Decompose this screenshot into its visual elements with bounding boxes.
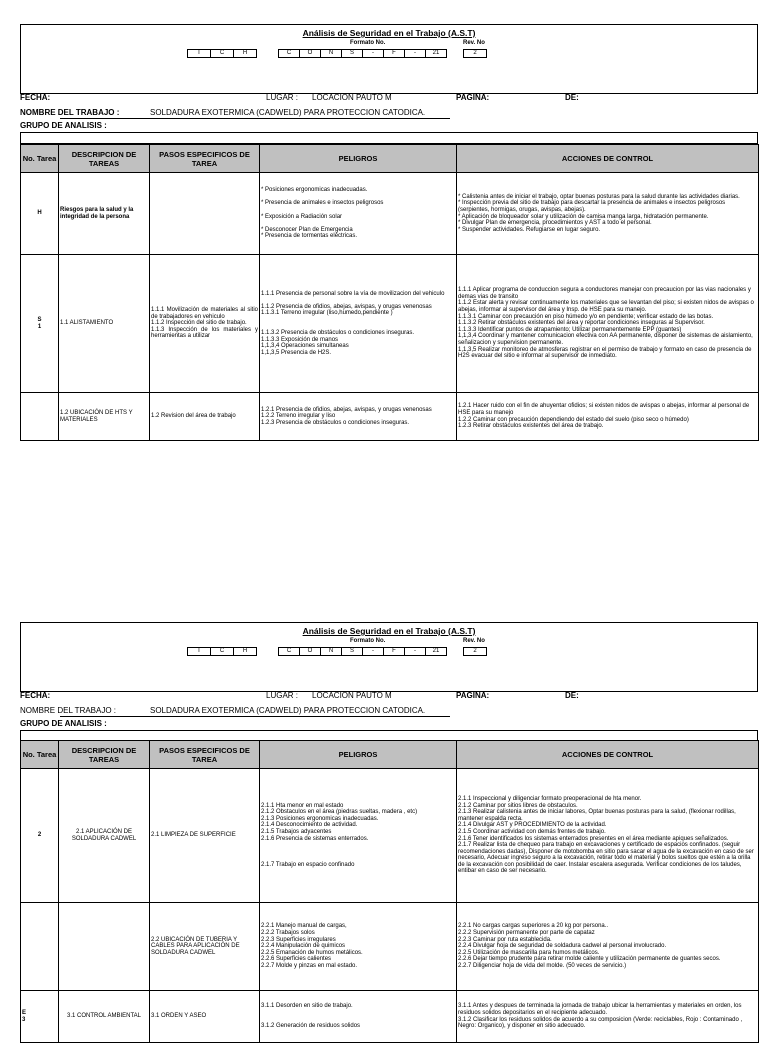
- cell-peligros: * Posiciones ergonomicas inadecuadas. * Presencia de animales e insectos peligrosos * Exposición a Radiación solar * Desconocer Plan de Emergencia * Presencia de tormentas eléctricas.: [260, 173, 457, 255]
- cell-descripcion: 3.1 CONTROL AMBIENTAL: [59, 991, 150, 1043]
- cell-pasos: 2.1 LIMPIEZA DE SUPERFICIE: [150, 769, 260, 903]
- code-main-cell: -: [405, 648, 426, 655]
- code-main-cell: F: [384, 648, 405, 655]
- code-prefix-cell: C: [211, 50, 234, 57]
- ast-table-page-2: [20, 740, 759, 1043]
- code-prefix-cell: H: [242, 648, 248, 654]
- table-row: [21, 255, 759, 393]
- cell-descripcion: 1.1 ALISTAMIENTO: [59, 255, 150, 393]
- cell-no-tarea: S 1: [21, 255, 59, 393]
- code-main-cell: F: [384, 50, 405, 57]
- form-title: Análisis de Seguridad en el Trabajo (A.S.T): [302, 626, 476, 636]
- table-row: [21, 769, 759, 903]
- rev-value: 2: [473, 50, 477, 56]
- code-main-cell: -: [405, 50, 426, 57]
- header-no-tarea: No. Tarea: [21, 741, 59, 769]
- code-main-cell: O: [300, 648, 321, 655]
- ast-table-page-1: [20, 144, 759, 441]
- rev-box: [463, 647, 487, 656]
- code-prefix-cell: C: [211, 648, 234, 655]
- code-main-cell: -: [363, 50, 384, 57]
- code-main-cell: S: [342, 648, 363, 655]
- form-title: Análisis de Seguridad en el Trabajo (A.S.T): [302, 28, 476, 38]
- de-label: DE:: [565, 93, 579, 102]
- code-main-cell: C: [279, 648, 300, 655]
- header-peligros: PELIGROS: [260, 741, 457, 769]
- pagina-label: PAGINA:: [456, 691, 490, 700]
- header-peligros: PELIGROS: [260, 145, 457, 173]
- cell-no-tarea: 2: [21, 769, 59, 903]
- cell-no-tarea: [21, 903, 59, 991]
- header-descripcion: DESCRIPCION DE TAREAS: [59, 741, 150, 769]
- cell-pasos: 3.1 ORDEN Y ASEO: [150, 991, 260, 1043]
- cell-acciones: 2.2.1 No cargas cargas superiores a 20 kg por persona.. 2.2.2 Supervisión permanente por parte de capataz 2.2.3 Caminar por ruta establecida. 2.2.4 Divulgar hoja de seguridad de soldadura cadwel al personal involucrado. 2.2.5 Utilización de mascarilla para humos metálicos. 2.2.6 Dejar tiempo prudente para retirar molde caliente y utilización permanente de guantes secos. 2.2.7 Diligenciar hoja de vida del molde. (50 veces de servicio.): [457, 903, 759, 991]
- code-prefix-cell: H: [242, 50, 248, 56]
- cell-pasos: 1.1.1 Movilización de materiales al sitio de trabajadores en vehiculo 1.1.2 Inspección del sitio de trabajo. 1.1.3 Inspección de los materiales y herramientas a utilizar: [150, 255, 260, 393]
- cell-pasos: 2.2 UBICACIÓN DE TUBERIA Y CABLES PARA APLICACIÓN DE SOLDADURA CADWEL: [150, 903, 260, 991]
- cell-peligros: 1.1.1 Presencia de personal sobre la vía de movilizacion del vehiculo 1.1.2 Presencia de ofidios, abejas, avispas, y orugas venenosas 1.1.3.1 Terreno irregular (liso,humedo,pendiente ) 1.1.3.2 Presencia de obstáculos o condiciones inseguras. 1.1.3.3 Exposición de manos 1,1,3,4 Operaciones simultaneas 1,1,3,5 Presencia de H2S.: [260, 255, 457, 393]
- rev-value: 2: [473, 648, 477, 654]
- lugar-value: LOCACION PAUTO M: [312, 93, 392, 102]
- grupo-analisis-label: GRUPO DE ANALISIS :: [20, 121, 107, 130]
- fecha-label: FECHA:: [20, 691, 51, 700]
- cell-peligros: 2.2.1 Manejo manual de cargas, 2.2.2 Trabajos solos 2.2.3 Superficies irregulares 2.2.4 Manipulación de quimicos 2.2.5 Emanación de humos metálicos. 2.2.6 Superficies calientes 2.2.7 Molde y pinzas en mal estado.: [260, 903, 457, 991]
- cell-pasos: [150, 173, 260, 255]
- code-main-cell: O: [300, 50, 321, 57]
- code-main-cell: 21: [432, 648, 440, 654]
- code-prefix-cell: I: [188, 50, 211, 57]
- code-main-cell: N: [321, 648, 342, 655]
- formato-label: Formato No.: [350, 638, 386, 644]
- code-prefix-box: [187, 647, 257, 656]
- formato-label: Formato No.: [350, 40, 386, 46]
- nombre-trabajo-label: NOMBRE DEL TRABAJO :: [20, 108, 120, 117]
- code-main-cell: 21: [432, 50, 440, 56]
- code-main-box: [278, 647, 447, 656]
- cell-pasos: 1.2 Revision del área de trabajo: [150, 393, 260, 441]
- cell-no-tarea: E 3: [21, 991, 59, 1043]
- rev-box: [463, 49, 487, 58]
- lugar-label: LUGAR :: [266, 93, 299, 102]
- header-acciones: ACCIONES DE CONTROL: [457, 741, 759, 769]
- code-main-cell: S: [342, 50, 363, 57]
- lugar-label: LUGAR :: [266, 691, 299, 700]
- nombre-trabajo-label: NOMBRE DEL TRABAJO :: [20, 706, 117, 715]
- header-no-tarea: No. Tarea: [21, 145, 59, 173]
- ast-form-page-1: [20, 24, 758, 442]
- nombre-trabajo-value: SOLDADURA EXOTERMICA (CADWELD) PARA PROTECCION CATODICA.: [150, 108, 426, 117]
- header-acciones: ACCIONES DE CONTROL: [457, 145, 759, 173]
- cell-descripcion: 2.1 APLICACIÓN DE SOLDADURA CADWEL: [59, 769, 150, 903]
- lugar-value: LOCACION PAUTO M: [312, 691, 392, 700]
- header-pasos: PASOS ESPECIFICOS DE TAREA: [150, 741, 260, 769]
- pagina-label: PAGINA:: [456, 93, 490, 102]
- nombre-trabajo-value: SOLDADURA EXOTERMICA (CADWELD) PARA PROTECCION CATODICA.: [150, 706, 426, 715]
- fecha-label: FECHA:: [20, 93, 51, 102]
- table-header-row: [21, 145, 759, 173]
- rev-label: Rev. No: [463, 40, 485, 46]
- de-label: DE:: [565, 691, 579, 700]
- cell-peligros: 2.1.1 Hta menor en mal estado 2.1.2 Obstaculos en el área (piedras sueltas, madera , etc) 2.1.3 Posiciones ergonomicas inadecuadas. 2.1.4 Desconocimiento de actividad. 2.1.5 Trabajos adyacentes 2.1.6 Presencia de sistemas enterrados. 2.1.7 Trabajo en espacio confinado: [260, 769, 457, 903]
- cell-descripcion: 1.2 UBICACIÓN DE HTS Y MATERIALES: [59, 393, 150, 441]
- cell-no-tarea: H: [21, 173, 59, 255]
- table-row: [21, 903, 759, 991]
- table-row: [21, 173, 759, 255]
- cell-descripcion: Riesgos para la salud y la integridad de la persona: [59, 173, 150, 255]
- cell-descripcion: [59, 903, 150, 991]
- nombre-underline: [60, 716, 450, 717]
- code-main-box: [278, 49, 447, 58]
- cell-peligros: 1.2.1 Presencia de ofidios, abejas, avispas, y orugas venenosas 1.2.2 Terreno irregular y liso 1.2.3 Presencia de obstáculos o condiciones inseguras.: [260, 393, 457, 441]
- table-row: [21, 393, 759, 441]
- code-prefix-box: [187, 49, 257, 58]
- cell-peligros: 3.1.1 Desorden en sitio de trabajo. 3.1.2 Generación de residuos solidos: [260, 991, 457, 1043]
- header-pasos: PASOS ESPECIFICOS DE TAREA: [150, 145, 260, 173]
- cell-acciones: 1.1.1 Aplicar programa de conduccion segura a conductores manejar con precaucion por las vias nacionales y demas vias de transito 1.1.2 Estar alerta y revisar continuamente los materiales que se levantan del piso; si existen nidos de avispas o abejas, informar al supervisor del área y Insp. de HSE para su manejo. 1.1.3.1 Caminar con precaución en piso húmedo y/o en pendiente; verificar estado de las botas. 1.1.3.2 Retirar obstáculos existentes del área y reportar condiciones inseguras al Supervisor. 1.1.3.3 Identificar puntos de atrapamiento; Utilizar permanentemente EPP (guantes) 1,1,3,4 Coordinar y mantener comunicacion efectiva con AA permanente, disponer de sistemas de aislamiento, señalizacion y supervision permanente. 1,1,3,5 Realizar monitoreo de atmosferas registrar en el permiso de trabajo y formato en caso de presencia de H2S evacuar del sitio e informar al supervisor de inmediato.: [457, 255, 759, 393]
- table-row: [21, 991, 759, 1043]
- grupo-analisis-label: GRUPO DE ANALISIS :: [20, 719, 107, 728]
- code-main-cell: C: [279, 50, 300, 57]
- code-prefix-cell: I: [188, 648, 211, 655]
- rev-label: Rev. No: [463, 638, 485, 644]
- nombre-underline: [60, 118, 450, 119]
- cell-acciones: 2.1.1 Inspeccional y diligenciar formato preoperacional de hta menor. 2.1.2 Caminar por sitios libres de obstaculos. 2.1.3 Realizar calistenia antes de iniciar labores, Optar buenas posturas para la salud, (flexionar rodillas, mantener espalda recta. 2.1.4 Divulgar AST y PROCEDIMIENTO de la actividad. 2.1.5 Coordinar actividad con demás frentes de trabajo. 2.1.6 Tener identificados los sistemas enterrados presentes en el área mediante apiques señalizados. 2.1.7 Realizar lista de chequeo para trabajo en excavaciones y certificado de espacios confinados. (seguir recomendaciones dadas), Disponer de motobomba en sitio para sacar el agua de la excavación en caso de ser necesario, Adecuar ingreso seguro a la excavación, retirar todo el material y bolos sueltos que estén a la orilla de la excavación con posibilidad de caer. Instalar escalera asegurada. Verificar condiciones de los taludes, entibar en caso de ser necesario.: [457, 769, 759, 903]
- cell-no-tarea: [21, 393, 59, 441]
- cell-acciones: 1.2.1 Hacer ruido con el fin de ahuyentar ofidios; si existen nidos de avispas o abejas, informar al personal de HSE para su manejo 1.2.2 Caminar con precaución dependiendo del estado del suelo (piso seco o húmedo) 1.2.3 Retirar obstáculos existentes del área de trabajo.: [457, 393, 759, 441]
- table-header-row: [21, 741, 759, 769]
- code-main-cell: -: [363, 648, 384, 655]
- ast-form-page-2: [20, 622, 758, 1030]
- cell-acciones: 3.1.1 Antes y despues de terminada la jornada de trabajo ubicar la herramientas y materiales en orden, los residuos solidos depositarios en el recipiente adecuado. 3.1.2 Clasificar los residuos solidos de acuerdo a su composicion (Verde: reciclables, Rojo : Contaminado , Negro: Organico), y disponer en sitio adecuado.: [457, 991, 759, 1043]
- header-descripcion: DESCRIPCION DE TAREAS: [59, 145, 150, 173]
- cell-acciones: * Calistenia antes de iniciar el trabajo, optar buenas posturas para la salud durante las actividades diarias. * Inspección previa del sitio de trabajo para descartar la presencia de animales e insectos peligrosos (serpientes, hormigas, orugas, avispas, abejas). * Aplicación de bloqueador solar y utilización de camisa manga larga, hidratación permanente. * Divulgar Plan de emergencia, procedimientos y AST a todo el personal. * Suspender actividades. Refugiarse en lugar seguro.: [457, 173, 759, 255]
- code-main-cell: N: [321, 50, 342, 57]
